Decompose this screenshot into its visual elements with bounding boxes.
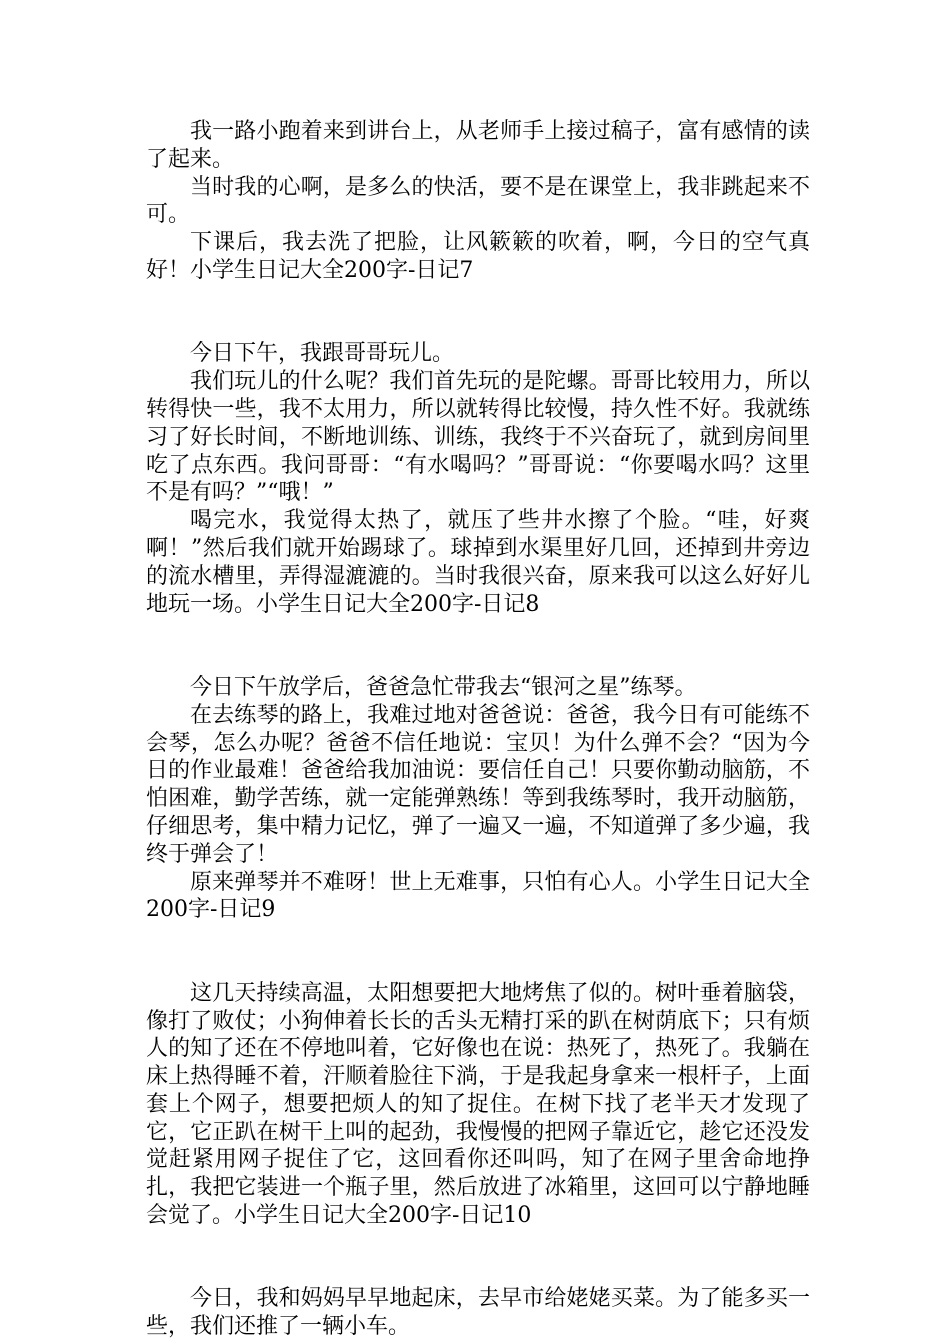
paragraph-7: 今日下午放学后，爸爸急忙带我去“银河之星”练琴。 [190,674,697,700]
diary-page [146,118,810,1341]
paragraph-2: 当时我的心啊，是多么的快活，要不是在课堂上，我非跳起来不可。 [146,174,810,228]
section-gap [146,285,810,341]
paragraph-3: 下课后，我去洗了把脸，让风簌簌的吹着，啊，今日的空气真好！小学生日记大全200字-日记7 [146,230,810,283]
paragraph-1: 我一路小跑着来到讲台上，从老师手上接过稿子，富有感情的读了起来。 [146,119,810,172]
paragraph-11: 今日，我和妈妈早早地起床，去早市给姥姥买菜。为了能多买一些，我们还推了一辆小车。 [146,1286,810,1340]
paragraph-9: 原来弹琴并不难呀！世上无难事，只怕有心人。小学生日记大全200字-日记9 [146,869,810,923]
paragraph-8: 在去练琴的路上，我难过地对爸爸说：爸爸，我今日有可能练不会琴，怎么办呢？爸爸不信任地说：宝贝！为什么弹不会？“因为今日的作业最难！爸爸给我加油说：要信任自己！只要你勤动脑筋，不怕困难，勤学苦练，就一定能弹熟练！等到我练琴时，我开动脑筋，仔细思考，集中精力记忆，弹了一遍又一遍，不知道弹了多少遍，我终于弹会了！ [146,702,810,867]
section-gap [146,924,810,980]
paragraph-10: 这几天持续高温，太阳想要把大地烤焦了似的。树叶垂着脑袋，像打了败仗；小狗伸着长长的舌头无精打采的趴在树荫底下；只有烦人的知了还在不停地叫着，它好像也在说：热死了，热死了。我躺在床上热得睡不着，汗顺着脸往下淌，于是我起身拿来一根杆子，上面套上个网子，想要把烦人的知了捉住。在树下找了老半天才发现了它，它正趴在树干上叫的起劲，我慢慢的把网子靠近它，趁它还没发觉赶紧用网子捉住了它，这回看你还叫吗，知了在网子里舍命地挣扎，我把它装进一个瓶子里，然后放进了冰箱里，这回可以宁静地睡会觉了。小学生日记大全200字-日记10 [146,980,810,1229]
paragraph-4: 今日下午，我跟哥哥玩儿。 [190,341,455,367]
paragraph-6: 喝完水，我觉得太热了，就压了些井水擦了个脸。“哇，好爽啊！”然后我们就开始踢球了。球掉到水渠里好几回，还掉到井旁边的流水槽里，弄得湿漉漉的。当时我很兴奋，原来我可以这么好好儿地玩一场。小学生日记大全200字-日记8 [146,508,810,617]
paragraph-5: 我们玩儿的什么呢？我们首先玩的是陀螺。哥哥比较用力，所以转得快一些，我不太用力，所以就转得比较慢，持久性不好。我就练习了好长时间，不断地训练、训练，我终于不兴奋玩了，就到房间里吃了点东西。我问哥哥：“有水喝吗？”哥哥说：“你要喝水吗？这里不是有吗？”“哦！” [146,369,810,506]
section-gap [146,618,810,674]
section-gap [146,1230,810,1286]
